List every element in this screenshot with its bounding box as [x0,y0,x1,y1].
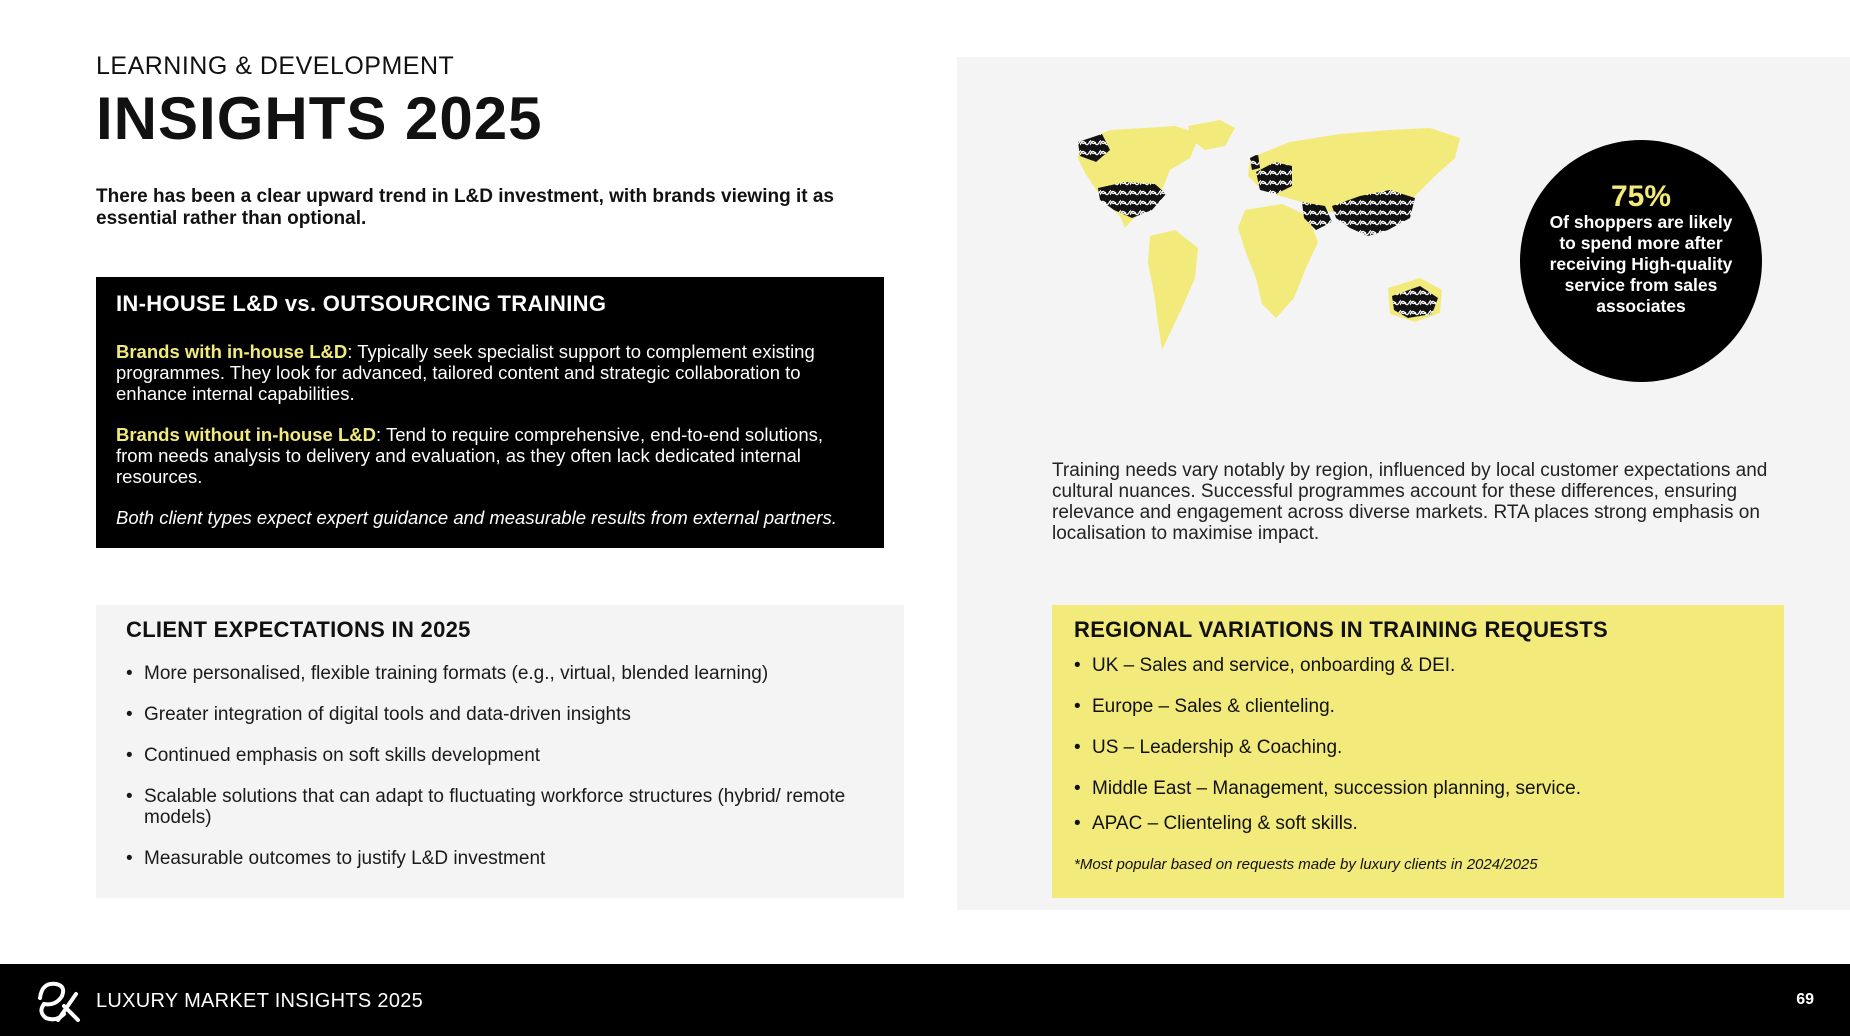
no-inhouse-label: Brands without in-house L&D [116,424,377,445]
map-continents [1078,120,1460,350]
regional-variations-box [1052,605,1784,898]
eyebrow: LEARNING & DEVELOPMENT [96,52,455,80]
list-item: • More personalised, flexible training formats (e.g., virtual, blended learning) [126,663,874,684]
stat-description: Of shoppers are likely to spend more after receiving High-quality service from sales associates [1549,212,1733,316]
stat-circle [1520,140,1762,382]
inhouse-label: Brands with in-house L&D [116,341,348,362]
inhouse-closing: Both client types expect expert guidance and measurable results from external partners. [116,507,837,528]
footer-bar [0,964,1850,1036]
lead-text: There has been a clear upward trend in L&D investment, with brands viewing it as essential rather than optional. [96,186,835,229]
regional-list [1074,655,1762,834]
regional-footnote: *Most popular based on requests made by luxury clients in 2024/2025 [1074,856,1538,873]
world-map-illustration [1070,118,1490,388]
region-description: Training needs vary notably by region, influenced by local customer expectations and cultural nuances. Successful programmes account for these differences, ensuring relevance and engagement across diverse markets. RTA places strong emphasis on localisation to maximise impact. [1052,460,1768,544]
list-item: • Scalable solutions that can adapt to fluctuating workforce structures (hybrid/ remote models) [126,786,874,828]
list-item: • US – Leadership & Coaching. [1074,737,1762,758]
map-africa [1238,204,1318,318]
map-south-america [1148,230,1198,350]
list-item: • APAC – Clienteling & soft skills. [1074,813,1762,834]
list-item: • Measurable outcomes to justify L&D investment [126,848,874,869]
list-item: • Continued emphasis on soft skills development [126,745,874,766]
inhouse-heading: IN-HOUSE L&D vs. OUTSOURCING TRAINING [116,291,607,316]
stat-percent: 75% [1610,180,1672,213]
client-expectations-list [126,663,874,869]
inhouse-vs-outsourcing-box [96,277,884,548]
brand-logo-icon [32,976,82,1026]
list-item: • Middle East – Management, succession planning, service. [1074,778,1762,799]
no-inhouse-paragraph [116,424,864,487]
map-region-us [1098,182,1166,218]
list-item: • Europe – Sales & clienteling. [1074,696,1762,717]
client-expectations-heading: CLIENT EXPECTATIONS IN 2025 [126,617,471,642]
list-item: • UK – Sales and service, onboarding & DEI. [1074,655,1762,676]
inhouse-paragraph [116,341,864,404]
regional-heading: REGIONAL VARIATIONS IN TRAINING REQUESTS [1074,617,1608,642]
page-title: INSIGHTS 2025 [96,85,543,152]
inhouse-text: : Typically seek specialist support to complement existing programmes. They look for advanced, tailored content and strategic collaboration to enhance internal capabilities. [116,341,815,404]
client-expectations-box [96,605,904,898]
no-inhouse-text: : Tend to require comprehensive, end-to-end solutions, from needs analysis to delivery and evaluation, as they often lack dedicated internal resources. [116,424,824,487]
footer-label: LUXURY MARKET INSIGHTS 2025 [96,990,424,1012]
list-item: • Greater integration of digital tools and data-driven insights [126,704,874,725]
page-number: 69 [1796,991,1814,1008]
